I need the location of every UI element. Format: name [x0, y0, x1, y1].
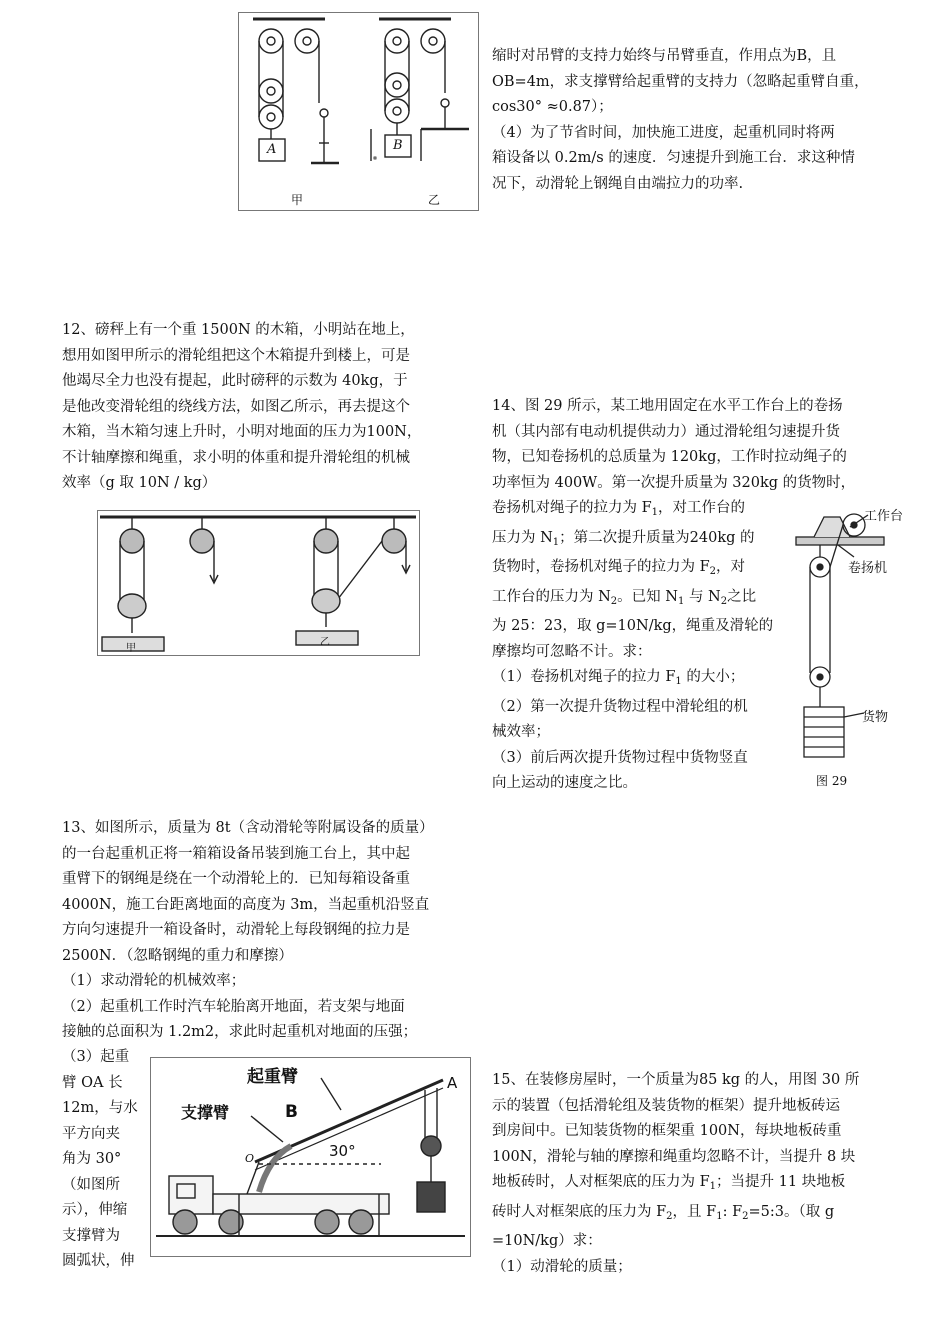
caption-yi: 乙 — [320, 637, 330, 648]
label-platform: 工作台 — [864, 509, 904, 524]
text-line: 压力为 $N_1$；第二次提升质量为240kg 的 — [492, 529, 755, 548]
text-line: 100N，滑轮与轴的摩擦和绳重均忽略不计，当提升 8 块 — [492, 1148, 856, 1165]
text-line: 效率（g 取 10N / kg） — [62, 475, 217, 491]
text-line: 支撑臂为 — [62, 1227, 120, 1244]
text-line: 12m，与水 — [62, 1100, 138, 1116]
label-winch: 卷扬机 — [848, 561, 888, 576]
text-line: 到房间中。已知装货物的框架重 100N，每块地板砖重 — [492, 1123, 842, 1139]
question-15 — [492, 1068, 902, 1280]
text-line: 接触的总面积为 1.2m2，求此时起重机对地面的压强； — [62, 1024, 418, 1040]
text-line: （1）求动滑轮的机械效率； — [62, 973, 246, 989]
text-line: （4）为了节省时间，加快施工进度，起重机同时将两 — [492, 124, 835, 141]
text-line: 想用如图甲所示的滑轮组把这个木箱提升到楼上，可是 — [62, 347, 410, 364]
text-line: （如图所 — [62, 1176, 120, 1193]
text-line: 15、在装修房屋时，一个质量为85 kg 的人，用图 30 所 — [492, 1072, 860, 1088]
text-line: 示），伸缩 — [62, 1202, 128, 1218]
text-line: 臂 OA 长 — [62, 1074, 123, 1091]
text-line: 平方向夹 — [62, 1125, 120, 1142]
text-line: 砖时人对框架底的压力为 $F_2$，且 $F_1$: $F_2=5:3$。（取 g — [492, 1203, 835, 1222]
text-line: 箱设备以 0.2m/s 的速度．匀速提升到施工台．求这种情 — [492, 150, 855, 166]
question-13-side-text — [62, 1045, 142, 1275]
caption-jia: 甲 — [126, 643, 136, 654]
figure-q12-pulleys — [97, 510, 420, 656]
text-line: 物，已知卷扬机的总质量为 120kg，工作时拉动绳子的 — [492, 449, 847, 465]
label-support-arm: 支撑臂 — [181, 1103, 230, 1122]
text-line: （3）前后两次提升货物过程中货物竖直 — [492, 749, 748, 766]
text-line: 的一台起重机正将一箱箱设备吊装到施工台上，其中起 — [62, 845, 410, 862]
text-line: （2）第一次提升货物过程中滑轮组的机 — [492, 698, 748, 715]
text-line: 2500N．（忽略钢绳的重力和摩擦） — [62, 947, 293, 964]
pulley-diagram — [239, 13, 478, 210]
text-line: 圆弧状，伸 — [62, 1253, 135, 1269]
text-line: （3）起重 — [62, 1049, 130, 1065]
text-line: 缩时对吊臂的支持力始终与吊臂垂直，作用点为B，且 — [492, 48, 837, 64]
q13-continuation-text — [492, 44, 902, 197]
text-line: 角为 30° — [62, 1151, 122, 1167]
label-o: O — [245, 1152, 255, 1165]
label-b: B — [285, 1102, 298, 1122]
text-line: 他竭尽全力也没有提起，此时磅秤的示数为 40kg，于 — [62, 373, 408, 389]
crane-diagram — [151, 1058, 470, 1256]
label-a: A — [267, 142, 277, 157]
figure-29-caption: 图 29 — [816, 774, 848, 788]
text-line: 摩擦均可忽略不计。求： — [492, 643, 652, 660]
text-line: 况下，动滑轮上钢绳自由端拉力的功率. — [492, 175, 744, 192]
label-b: B — [393, 138, 403, 153]
label-angle: 30° — [329, 1142, 356, 1160]
figure-crane — [150, 1057, 471, 1257]
text-line: 械效率； — [492, 724, 550, 740]
text-line: 为 25：23，取 g=10N/kg，绳重及滑轮的 — [492, 618, 774, 634]
text-line: 13、如图所示，质量为 8t（含动滑轮等附属设备的质量） — [62, 820, 434, 836]
text-line: OB=4m，求支撑臂给起重臂的支持力（忽略起重臂自重， — [492, 73, 869, 90]
figure-pulley-systems-ab — [238, 12, 479, 211]
text-line: （1）动滑轮的质量； — [492, 1258, 632, 1275]
text-line: （1）卷扬机对绳子的拉力 $F_1$ 的大小； — [492, 669, 745, 687]
text-line: 是他改变滑轮组的绕线方法，如图乙所示，再去提这个 — [62, 398, 410, 415]
winch-diagram — [790, 495, 915, 795]
figure-29 — [790, 495, 915, 795]
text-line: 向上运动的速度之比。 — [492, 775, 637, 791]
q12-diagram — [98, 511, 419, 655]
label-goods: 货物 — [862, 710, 889, 725]
text-line: 卷扬机对绳子的拉力为 $F_1$，对工作台的 — [492, 500, 746, 518]
text-line: 工作台的压力为 $N_2$。已知 $N_1$ 与 $N_2$之比 — [492, 588, 757, 607]
text-line: =10N/kg）求： — [492, 1233, 602, 1249]
text-line: 方向匀速提升一箱设备时，动滑轮上每段钢绳的拉力是 — [62, 922, 410, 938]
text-line: 重臂下的钢绳是绕在一个动滑轮上的．已知每箱设备重 — [62, 871, 410, 887]
text-line: 12、磅秤上有一个重 1500N 的木箱，小明站在地上， — [62, 322, 415, 338]
label-boom: 起重臂 — [247, 1067, 298, 1087]
text-line: 功率恒为 400W。第一次提升质量为 320kg 的货物时， — [492, 474, 856, 491]
text-line: 14、图 29 所示，某工地用固定在水平工作台上的卷扬 — [492, 398, 843, 414]
text-line: （2）起重机工作时汽车轮胎离开地面，若支架与地面 — [62, 998, 405, 1015]
text-line: 机（其内部有电动机提供动力）通过滑轮组匀速提升货 — [492, 423, 840, 440]
text-line: 4000N，施工台距离地面的高度为 3m，当起重机沿竖直 — [62, 896, 430, 913]
text-line: 木箱，当木箱匀速上升时，小明对地面的压力为100N， — [62, 424, 422, 440]
text-line: 不计轴摩擦和绳重，求小明的体重和提升滑轮组的机械 — [62, 449, 410, 466]
question-12 — [62, 318, 472, 497]
text-line: 地板砖时，人对框架底的压力为 $F_1$；当提升 11 块地板 — [492, 1174, 846, 1192]
caption-jia: 甲 — [291, 193, 304, 207]
label-a: A — [447, 1074, 458, 1092]
text-line: 示的装置（包括滑轮组及装货物的框架）提升地板砖运 — [492, 1097, 840, 1114]
question-13 — [62, 816, 472, 1046]
caption-yi: 乙 — [428, 193, 441, 207]
text-line: 货物时，卷扬机对绳子的拉力为 $F_2$，对 — [492, 559, 746, 577]
text-line: cos30° ≈0.87）； — [492, 99, 613, 115]
